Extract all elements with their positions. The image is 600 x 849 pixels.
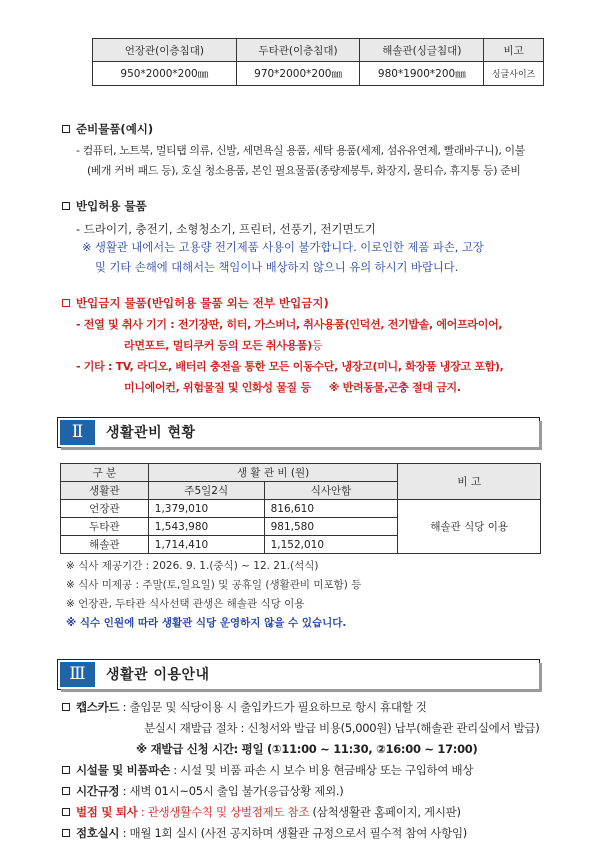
allowed-items: - 드라이기, 충전기, 소형청소기, 프린터, 선풍기, 전기면도기 <box>76 222 376 236</box>
checkbox-square-icon <box>62 125 70 133</box>
guide-item <box>62 823 600 844</box>
table-header-row <box>93 39 544 62</box>
checkbox-square-icon <box>62 299 70 307</box>
warning-line: 및 기타 손해에 대해서는 책임이나 배상하지 않으니 유의 하시기 바랍니다. <box>95 261 459 274</box>
bed-size-table <box>92 38 544 86</box>
warning-line: ※ 생활관 내에서는 고용량 전기제품 사용이 불가합니다. 이로인한 제품 파손, 고장 <box>82 241 484 254</box>
cost-table <box>60 463 541 554</box>
allowed-heading <box>62 198 147 216</box>
table-cell: 950*2000*200㎜ <box>93 62 237 86</box>
table-cell: 1,543,980 <box>148 518 264 536</box>
guide-list <box>62 697 600 844</box>
section-banner-3 <box>57 659 540 690</box>
table-header-cell: 해솔관(싱글침대) <box>360 39 484 62</box>
note-line: ※ 식수 인원에 따라 생활관 식당 운영하지 않을 수 있습니다. <box>66 617 347 629</box>
banned-line: - 전열 및 취사 기기 : 전기장판, 히터, 가스버너, 취사용품(인덕션, 전기밥솥, 에어프라이어, <box>76 318 503 331</box>
banned-title: 반입금지 물품(반입허용 물품 외는 전부 반입금지) <box>76 296 329 310</box>
note-line: ※ 식사 제공기간 : 2026. 9. 1.(중식) ~ 12. 21.(석식) <box>66 560 319 572</box>
prep-line: (베개 커버 패드 등), 호실 청소용품, 본인 필요물품(종량제봉투, 화장지, 물티슈, 휴지통 등) 준비 <box>87 164 521 177</box>
banned-line: 미니에어컨, 위험물질 및 인화성 물질 등 <box>124 381 311 394</box>
banned-line: - 기타 : TV, 라디오, 배터리 충전을 통한 모든 이동수단, 냉장고(미니, 화장품 냉장고 포함), <box>76 360 504 373</box>
checkbox-square-icon <box>62 808 70 816</box>
guide-text: (삼척생활관 홈페이지, 게시판) <box>312 805 461 819</box>
prep-section <box>62 121 153 139</box>
banned-line: 라면포트, 멀티쿠커 등의 모든 취사용품) <box>124 339 312 352</box>
table-header-cell: 구 분 <box>61 464 149 482</box>
table-cell: 1,714,410 <box>148 536 264 554</box>
section-number: Ⅲ <box>60 662 95 687</box>
checkbox-square-icon <box>62 787 70 795</box>
table-header-cell: 주5일2식 <box>148 482 264 500</box>
table-cell: 981,580 <box>264 518 398 536</box>
table-cell: 싱글사이즈 <box>484 62 544 86</box>
allowed-title: 반입허용 물품 <box>76 199 147 213</box>
allowed-warning <box>82 238 484 278</box>
table-cell: 816,610 <box>264 500 398 518</box>
checkbox-square-icon <box>62 829 70 837</box>
checkbox-square-icon <box>62 202 70 210</box>
section-title: 생활관비 현황 <box>106 425 196 441</box>
checkbox-square-icon <box>62 766 70 774</box>
guide-label: 벌점 및 퇴사 <box>76 805 138 819</box>
guide-text: : 매월 1회 실시 (사전 공지하며 생활관 규정으로서 필수적 참여 사항임) <box>122 826 467 840</box>
table-cell: 해솔관 <box>61 536 149 554</box>
table-cell: 970*2000*200㎜ <box>236 62 360 86</box>
guide-text: ※ 재발급 신청 시간: 평일 (①11:00 ~ 11:30, ②16:00 ~ 17:00) <box>136 742 478 756</box>
guide-label: 캡스카드 <box>76 700 120 714</box>
guide-item <box>62 781 600 802</box>
guide-text: : 새벽 01시~05시 출입 불가(응급상황 제외.) <box>122 784 344 798</box>
section-banner-2 <box>57 417 540 448</box>
table-header-cell: 비 고 <box>398 464 541 500</box>
table-row <box>93 62 544 86</box>
prep-title: 준비물품(예시) <box>76 122 154 136</box>
note-line: ※ 식사 미제공 : 주말(토,일요일) 및 공휴일 (생활관비 미포함) 등 <box>66 579 362 591</box>
table-cell: 언장관 <box>61 500 149 518</box>
notes <box>66 557 361 633</box>
banned-list <box>76 314 504 398</box>
guide-item <box>62 760 600 781</box>
table-header-cell: 생활관 <box>61 482 149 500</box>
section-number: Ⅱ <box>60 420 95 445</box>
table-header-cell: 비고 <box>484 39 544 62</box>
guide-label: 점호실시 <box>76 826 120 840</box>
table-cell: 1,152,010 <box>264 536 398 554</box>
table-header-cell: 두타관(이층침대) <box>236 39 360 62</box>
table-cell: 두타관 <box>61 518 149 536</box>
banned-line-tail: 등 <box>311 339 323 352</box>
table-header-cell: 식사안함 <box>264 482 398 500</box>
table-cell: 1,379,010 <box>148 500 264 518</box>
table-cell: 980*1900*200㎜ <box>360 62 484 86</box>
checkbox-square-icon <box>62 703 70 711</box>
table-row <box>61 500 541 518</box>
prep-text <box>76 141 525 181</box>
table-header-cell: 생 활 관 비 (원) <box>148 464 398 482</box>
banned-line-tail: ※ 반려동물,곤충 절대 금지. <box>328 381 461 394</box>
guide-text: : 출입문 및 식당이용 시 출입카드가 필요하므로 항시 휴대할 것 <box>122 700 427 714</box>
guide-text: : 관생생활수칙 및 상벌점제도 참조 <box>140 805 310 819</box>
guide-text: : 시설 및 비품 파손 시 보수 비용 현금배상 또는 구입하여 배상 <box>173 763 474 777</box>
section-title: 생활관 이용안내 <box>106 667 210 683</box>
note-line: ※ 언장관, 두타관 식사선택 관생은 해솔관 식당 이용 <box>66 598 305 610</box>
guide-text: 분실시 재발급 절차 : 신청서와 발급 비용(5,000원) 납부(해솔관 관리실에서 발급) <box>144 721 540 735</box>
guide-item <box>62 802 600 823</box>
table-cell: 해솔관 식당 이용 <box>398 500 541 554</box>
guide-item <box>62 697 600 718</box>
prep-line: - 컴퓨터, 노트북, 멀티탭 의류, 신발, 세면욕실 용품, 세탁 용품(세제, 섬유유연제, 빨래바구니), 이불 <box>76 144 525 157</box>
banned-heading <box>62 295 329 313</box>
table-header-cell: 언장관(이층침대) <box>93 39 237 62</box>
guide-label: 시설물 및 비품파손 <box>76 763 170 777</box>
guide-label: 시간규정 <box>76 784 120 798</box>
table-header-row <box>61 464 541 482</box>
